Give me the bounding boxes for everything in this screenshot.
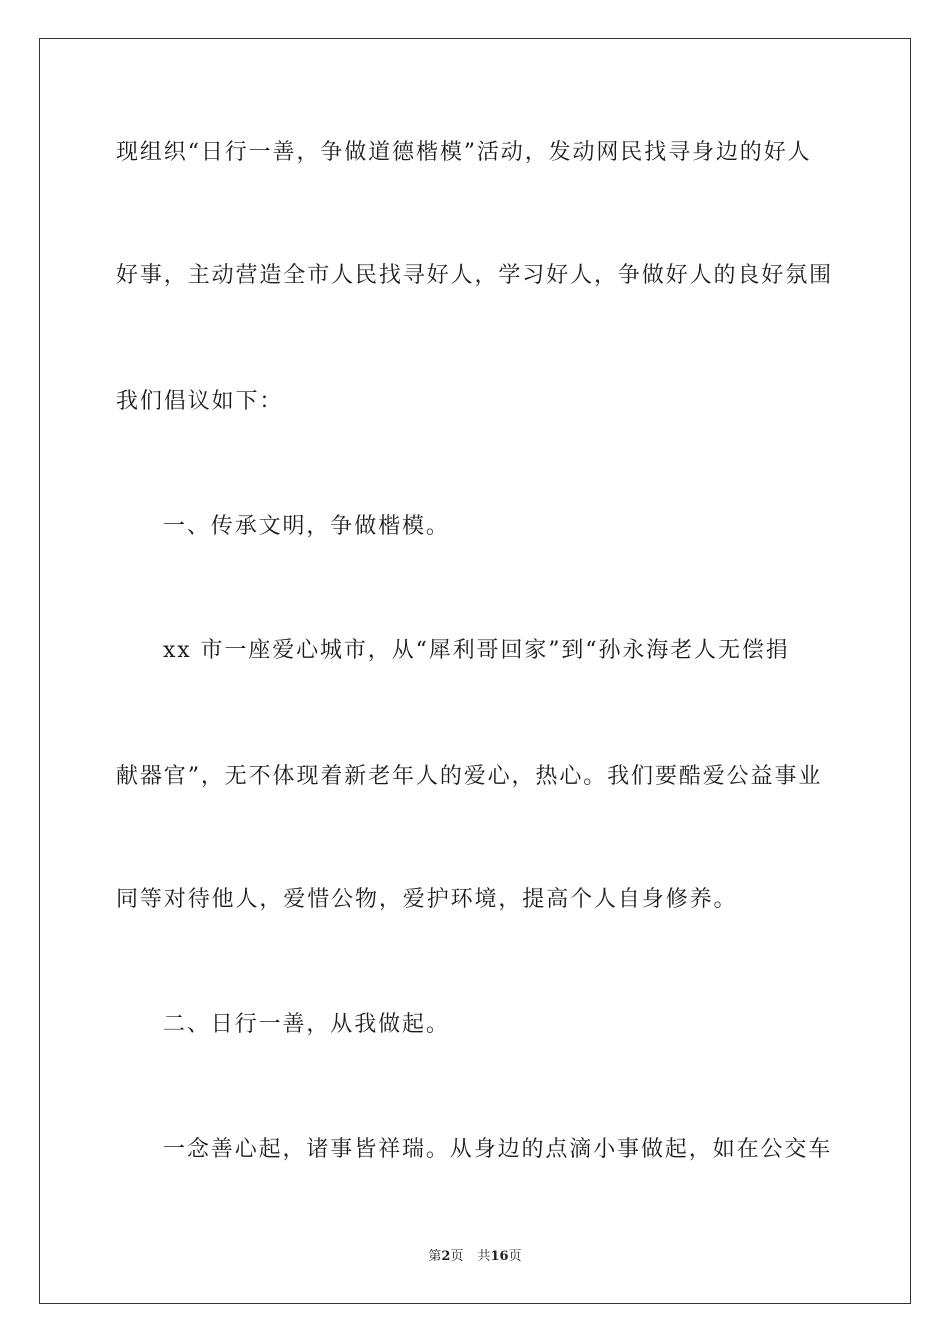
total-pages: 16	[490, 1249, 509, 1264]
text-line-7: 同等对待他人，爱惜公物，爱护环境，提高个人自身修养。	[116, 887, 738, 912]
section-heading-2: 二、日行一善，从我做起。	[163, 1012, 450, 1037]
section-heading-1: 一、传承文明，争做楷模。	[163, 514, 450, 539]
text-line-2: 好事，主动营造全市人民找寻好人，学习好人，争做好人的良好氛围	[116, 263, 834, 288]
page-number: 2	[441, 1249, 451, 1264]
text-line-6: 献器官”，无不体现着新老年人的爱心，热心。我们要酷爱公益事业	[116, 764, 823, 789]
page-suffix: 页	[450, 1249, 464, 1264]
page-border	[39, 38, 911, 1304]
total-suffix: 页	[508, 1249, 522, 1264]
total-prefix: 共	[477, 1249, 491, 1264]
text-line-3: 我们倡议如下：	[116, 389, 284, 414]
text-line-9: 一念善心起，诸事皆祥瑞。从身边的点滴小事做起，如在公交车	[163, 1137, 833, 1162]
text-line-5: xx 市一座爱心城市，从“犀利哥回家”到“孙永海老人无偿捐	[163, 638, 790, 663]
page-prefix: 第	[428, 1249, 442, 1264]
page-footer	[0, 1248, 950, 1266]
text-line-1: 现组织“日行一善，争做道德楷模”活动，发动网民找寻身边的好人	[116, 140, 812, 165]
